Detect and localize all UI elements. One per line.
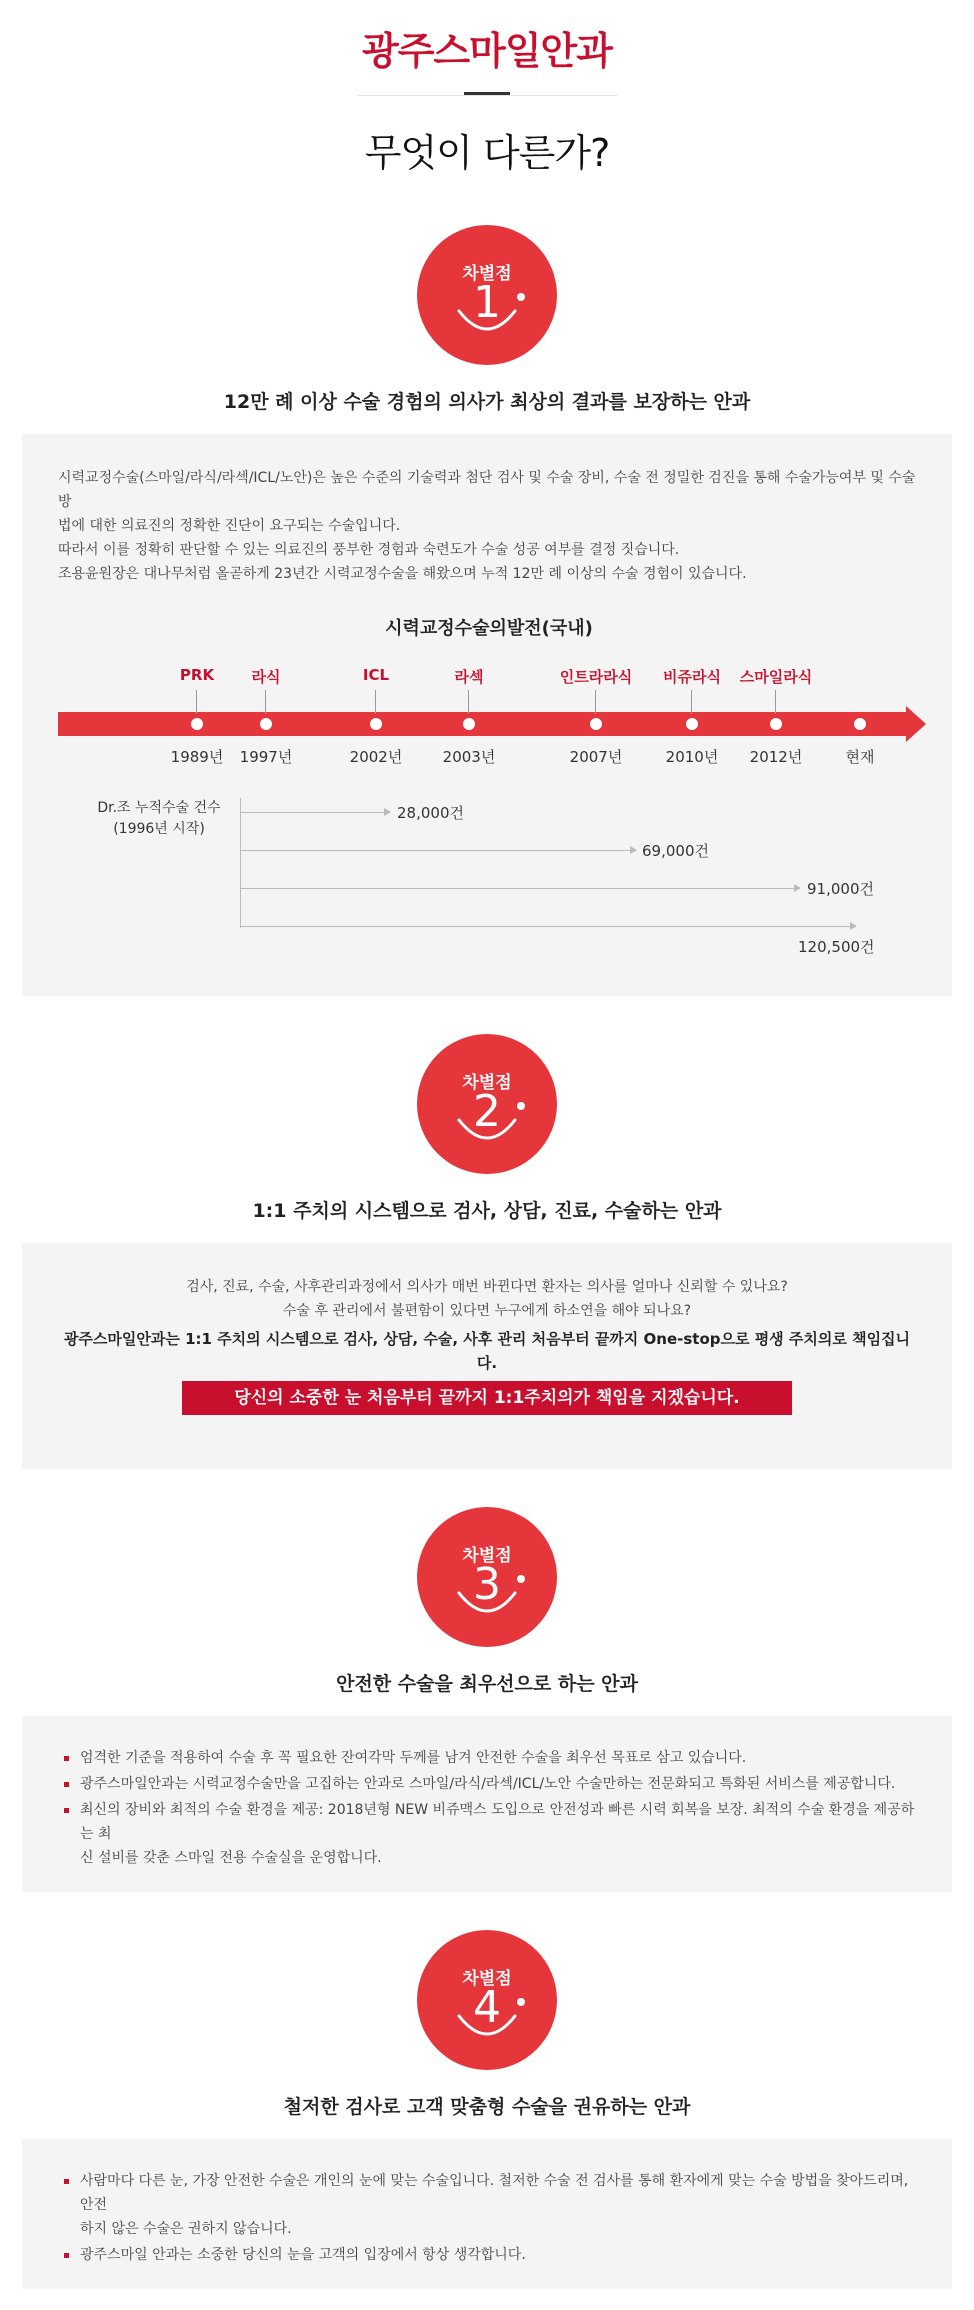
timeline xyxy=(22,666,952,776)
event-stem xyxy=(595,690,596,714)
section-1-panel xyxy=(22,434,952,996)
bullet-list xyxy=(62,1746,920,1870)
bold-statement: 광주스마일안과는 1:1 주치의 시스템으로 검사, 상담, 수술, 사후 관리 처음부터 끝까지 One-stop으로 평생 주치의로 책임집니 xyxy=(63,1330,911,1348)
paragraph: 법에 대한 의료진의 정확한 진단이 요구되는 수술입니다. xyxy=(58,518,401,534)
event-dot xyxy=(463,718,475,730)
list-item: 엄격한 기준을 적용하여 수술 후 꼭 필요한 잔여각막 두께를 남겨 안전한 수술을 최우선 목표로 삼고 있습니다. xyxy=(62,1746,920,1770)
cumulative-arrow xyxy=(240,812,390,813)
section-1-header xyxy=(0,225,974,414)
smile-icon xyxy=(417,1034,557,1174)
badge-label: 차별점 xyxy=(462,1546,512,1566)
cumulative-value: 120,500건 xyxy=(798,938,875,956)
section-4-panel xyxy=(22,2139,952,2289)
section-title: 12만 례 이상 수술 경험의 의사가 최상의 결과를 보장하는 안과 xyxy=(223,391,751,413)
section-3-panel xyxy=(22,1716,952,1892)
list-item-text: 하지 않은 수술은 권하지 않습니다. xyxy=(80,2221,292,2237)
title-divider-light xyxy=(357,95,617,96)
badge-label: 차별점 xyxy=(462,1969,512,1989)
section-3-header xyxy=(0,1507,974,1696)
badge-label: 차별점 xyxy=(462,1073,512,1093)
badge-number: 1 xyxy=(473,277,501,328)
timeline-arrow-icon xyxy=(906,706,926,742)
section-2-panel xyxy=(22,1243,952,1469)
list-item-text: 사람마다 다른 눈, 가장 안전한 수술은 개인의 눈에 맞는 수술입니다. 철저한 수술 전 검사를 통해 환자에게 맞는 수술 방법을 찾아드리며, 안전 xyxy=(80,2173,909,2213)
smile-icon xyxy=(417,1930,557,2070)
page-header xyxy=(0,0,974,177)
event-year: 2010년 xyxy=(665,748,719,766)
cumulative-value: 69,000건 xyxy=(642,842,709,860)
event-name: 비쥬라식 xyxy=(663,668,721,686)
event-stem xyxy=(265,690,266,714)
event-dot xyxy=(370,718,382,730)
badge-3 xyxy=(417,1507,557,1647)
badge-number: 3 xyxy=(473,1559,501,1610)
list-item xyxy=(62,1798,920,1870)
event-dot xyxy=(770,718,782,730)
badge-2 xyxy=(417,1034,557,1174)
event-dot xyxy=(854,718,866,730)
event-stem xyxy=(691,690,692,714)
event-name: 라섹 xyxy=(454,668,484,686)
cumulative-arrow xyxy=(240,926,856,927)
highlight-banner: 당신의 소중한 눈 처음부터 끝까지 1:1주치의가 책임을 지겠습니다. xyxy=(182,1381,792,1415)
list-item-text: 신 설비를 갖춘 스마일 전용 수술실을 운영합니다. xyxy=(80,1850,382,1866)
section-title: 안전한 수술을 최우선으로 하는 안과 xyxy=(336,1673,638,1695)
arrow-head-icon xyxy=(630,846,637,854)
event-name: ICL xyxy=(362,666,390,684)
event-dot xyxy=(191,718,203,730)
event-stem xyxy=(468,690,469,714)
paragraph: 시력교정수술(스마일/라식/라섹/ICL/노안)은 높은 수준의 기술력과 첨단 검사 및 수술 장비, 수술 전 정밀한 검진을 통해 수술가능여부 및 수술방 xyxy=(58,470,916,510)
event-dot xyxy=(260,718,272,730)
paragraph: 수술 후 관리에서 불편함이 있다면 누구에게 하소연을 해야 되나요? xyxy=(282,1303,692,1319)
event-name: 인트라라식 xyxy=(559,668,633,686)
event-year: 2002년 xyxy=(349,748,403,766)
cumulative-axis xyxy=(240,798,241,928)
event-year: 2007년 xyxy=(569,748,623,766)
event-dot xyxy=(590,718,602,730)
event-stem xyxy=(775,690,776,714)
badge-1 xyxy=(417,225,557,365)
smile-icon xyxy=(417,1507,557,1647)
bullet-list xyxy=(62,2169,920,2267)
cumulative-label-line: Dr.조 누적수술 건수 xyxy=(97,800,221,816)
list-item: 광주스마일안과는 시력교정수술만을 고집하는 안과로 스마일/라식/라섹/ICL/노안 수술만하는 전문화되고 특화된 서비스를 제공합니다. xyxy=(62,1772,920,1796)
paragraph: 조용윤원장은 대나무처럼 올곧하게 23년간 시력교정수술을 해왔으며 누적 12만 례 이상의 수술 경험이 있습니다. xyxy=(58,566,747,582)
event-dot xyxy=(686,718,698,730)
event-stem xyxy=(196,690,197,714)
cumulative-value: 28,000건 xyxy=(397,804,464,822)
event-year: 2012년 xyxy=(749,748,803,766)
list-item xyxy=(62,2169,920,2241)
arrow-head-icon xyxy=(384,808,391,816)
badge-label: 차별점 xyxy=(462,264,512,284)
timeline-title: 시력교정수술의발전(국내) xyxy=(385,618,593,639)
badge-number: 2 xyxy=(473,1086,501,1137)
section-title: 1:1 주치의 시스템으로 검사, 상담, 진료, 수술하는 안과 xyxy=(252,1200,722,1222)
badge-number: 4 xyxy=(473,1982,501,2033)
page-headline: 무엇이 다른가? xyxy=(364,131,610,175)
brand-title: 광주스마일안과 xyxy=(362,29,612,73)
smile-icon xyxy=(417,225,557,365)
list-item: 광주스마일 안과는 소중한 당신의 눈을 고객의 입장에서 항상 생각합니다. xyxy=(62,2243,920,2267)
event-name: 스마일라식 xyxy=(739,668,813,686)
event-year: 현재 xyxy=(845,748,875,766)
section-title: 철저한 검사로 고객 맞춤형 수술을 권유하는 안과 xyxy=(283,2096,691,2118)
event-year: 1989년 xyxy=(170,748,224,766)
section-4-header xyxy=(0,1930,974,2119)
cumulative-label xyxy=(84,798,234,840)
event-year: 1997년 xyxy=(239,748,293,766)
event-year: 2003년 xyxy=(442,748,496,766)
badge-4 xyxy=(417,1930,557,2070)
section-2-header xyxy=(0,1034,974,1223)
event-name: PRK xyxy=(179,666,215,684)
bold-statement: 다. xyxy=(476,1354,498,1372)
paragraph: 검사, 진료, 수술, 사후관리과정에서 의사가 매번 바뀐다면 환자는 의사를 얼마나 신뢰할 수 있나요? xyxy=(186,1279,788,1295)
arrow-head-icon xyxy=(850,922,857,930)
cumulative-value: 91,000건 xyxy=(807,880,874,898)
arrow-head-icon xyxy=(794,884,801,892)
paragraph: 따라서 이를 정확히 판단할 수 있는 의료진의 풍부한 경험과 숙련도가 수술 성공 여부를 결정 짓습니다. xyxy=(58,542,680,558)
cumulative-label-line: (1996년 시작) xyxy=(113,821,205,837)
cumulative-arrow xyxy=(240,888,800,889)
cumulative-chart xyxy=(22,798,920,956)
event-name: 라식 xyxy=(251,668,281,686)
event-stem xyxy=(375,690,376,714)
cumulative-arrow xyxy=(240,850,636,851)
list-item-text: 최신의 장비와 최적의 수술 환경을 제공: 2018년형 NEW 비쥬맥스 도입으로 안전성과 빠른 시력 회복을 보장. 최적의 수술 환경을 제공하는 최 xyxy=(80,1802,915,1842)
